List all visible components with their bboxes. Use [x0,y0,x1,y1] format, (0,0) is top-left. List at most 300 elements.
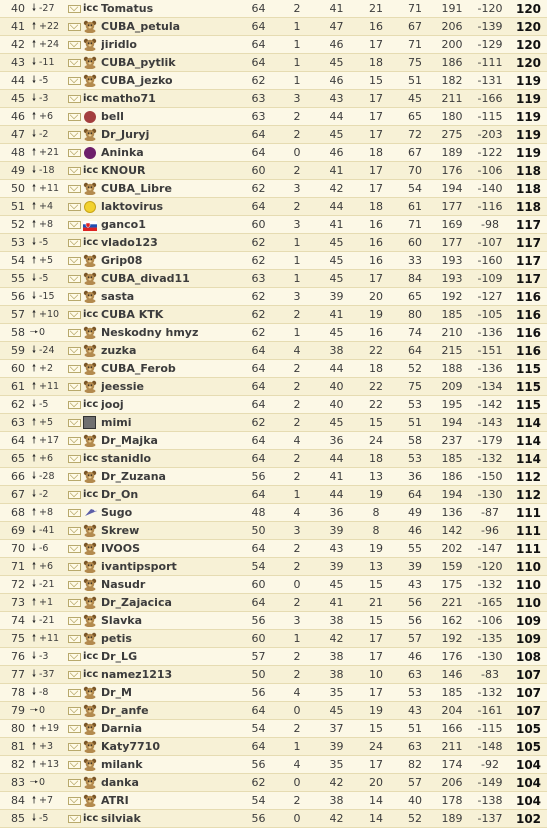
teddy-bear-avatar-icon [83,560,97,573]
table-row[interactable] [0,360,547,378]
stat-cell-7: -98 [470,216,510,234]
player-name[interactable]: ATRI [101,792,240,810]
avatar-cell [83,630,101,648]
mail-icon[interactable] [68,365,81,373]
player-name[interactable]: Grip08 [101,252,240,270]
rank-change-value: -8 [39,686,49,698]
mail-icon[interactable] [68,707,81,715]
mail-icon[interactable] [68,491,81,499]
player-name[interactable]: CUBA_pytlik [101,54,240,72]
table-row[interactable] [0,342,547,360]
player-name[interactable]: Dr_Zajacica [101,594,240,612]
table-row[interactable] [0,720,547,738]
mail-icon[interactable] [68,725,81,733]
player-name[interactable]: KNOUR [101,162,240,180]
avatar-cell [83,144,101,162]
rank-change-value: +19 [39,722,60,734]
player-name[interactable]: silviak [101,810,240,828]
teddy-bear-avatar-icon [83,182,97,195]
player-name[interactable]: Aninka [101,144,240,162]
stat-cell-4: 21 [356,0,396,18]
table-row[interactable] [0,252,547,270]
arrow-down-icon: 🠗 [31,650,37,662]
player-name[interactable]: Dr_LG [101,648,240,666]
stat-cell-3: 42 [317,180,356,198]
stat-cell-5: 67 [396,144,434,162]
mail-icon[interactable] [68,617,81,625]
stat-cell-3: 42 [317,630,356,648]
rank-change-cell [29,342,65,360]
mail-cell [65,630,83,648]
mail-icon[interactable] [68,23,81,31]
table-row[interactable] [0,234,547,252]
table-row[interactable] [0,612,547,630]
stat-cell-5: 61 [396,198,434,216]
stat-cell-3: 38 [317,666,356,684]
mail-icon[interactable] [68,671,81,679]
player-name[interactable]: Neskodny hmyz [101,324,240,342]
mail-icon[interactable] [68,563,81,571]
player-name[interactable]: jiridlo [101,36,240,54]
table-row[interactable] [0,684,547,702]
mail-icon[interactable] [68,401,81,409]
player-name[interactable]: Dr_Zuzana [101,468,240,486]
mail-cell [65,450,83,468]
stat-cell-6: 194 [434,414,470,432]
stat-cell-2: 0 [277,702,317,720]
mail-icon[interactable] [68,347,81,355]
table-row[interactable] [0,792,547,810]
stat-cell-2: 1 [277,270,317,288]
mail-cell [65,36,83,54]
stat-cell-2: 3 [277,90,317,108]
mail-icon[interactable] [68,95,81,103]
stat-cell-4: 17 [356,36,396,54]
arrow-up-icon: 🠕 [31,632,37,644]
player-name[interactable]: Dr_anfe [101,702,240,720]
mail-cell [65,198,83,216]
rank-cell: 85 [0,810,29,828]
score-cell: 116 [510,288,547,306]
mail-icon[interactable] [68,149,81,157]
table-row[interactable] [0,198,547,216]
player-name[interactable]: Dr_On [101,486,240,504]
stat-cell-1: 62 [240,252,277,270]
teddy-bear-avatar-icon [83,254,97,267]
teddy-bear-avatar-icon [83,326,97,339]
teddy-bear-avatar-icon [83,758,97,771]
avatar-cell [83,594,101,612]
mail-icon[interactable] [68,77,81,85]
teddy-bear-avatar-icon [83,704,97,717]
player-name[interactable]: Skrew [101,522,240,540]
table-row[interactable] [0,396,547,414]
mail-icon[interactable] [68,293,81,301]
table-row[interactable] [0,180,547,198]
mail-icon[interactable] [68,185,81,193]
table-row[interactable] [0,72,547,90]
player-name[interactable]: Tomatus [101,0,240,18]
stat-cell-6: 221 [434,594,470,612]
table-row[interactable] [0,648,547,666]
table-row[interactable] [0,738,547,756]
rank-cell: 69 [0,522,29,540]
avatar-cell [83,576,101,594]
rank-cell: 47 [0,126,29,144]
stat-cell-1: 64 [240,450,277,468]
mail-icon[interactable] [68,5,81,13]
stat-cell-3: 41 [317,0,356,18]
mail-icon[interactable] [68,797,81,805]
avatar-cell [83,414,101,432]
mail-icon[interactable] [68,275,81,283]
score-cell: 108 [510,648,547,666]
table-row[interactable] [0,810,547,828]
stat-cell-4: 17 [356,108,396,126]
stat-cell-1: 63 [240,270,277,288]
arrow-up-icon: 🠕 [31,560,37,572]
mail-cell [65,306,83,324]
mail-cell [65,702,83,720]
player-name[interactable]: milank [101,756,240,774]
mail-icon[interactable] [68,743,81,751]
player-name[interactable]: CUBA_petula [101,18,240,36]
stat-cell-2: 1 [277,234,317,252]
player-name[interactable]: Dr_Juryj [101,126,240,144]
table-row[interactable] [0,162,547,180]
rank-change-value: +11 [39,182,60,194]
mail-icon[interactable] [68,59,81,67]
rank-change-value: +8 [39,506,54,518]
mail-icon[interactable] [68,311,81,319]
rank-change-cell [29,90,65,108]
mail-icon[interactable] [68,815,81,823]
stat-cell-3: 41 [317,468,356,486]
stat-cell-4: 16 [356,18,396,36]
rank-change-cell [29,450,65,468]
player-name[interactable]: laktovirus [101,198,240,216]
table-row[interactable] [0,540,547,558]
table-row[interactable] [0,54,547,72]
table-row[interactable] [0,756,547,774]
mail-icon[interactable] [68,761,81,769]
stat-cell-3: 46 [317,144,356,162]
mail-cell [65,360,83,378]
avatar-cell [83,54,101,72]
stat-cell-4: 17 [356,630,396,648]
mail-icon[interactable] [68,509,81,517]
icc-icon: icc [83,92,99,104]
rank-cell: 68 [0,504,29,522]
rank-change-cell [29,756,65,774]
stat-cell-2: 1 [277,738,317,756]
player-name[interactable]: bell [101,108,240,126]
stat-cell-2: 2 [277,126,317,144]
stat-cell-2: 3 [277,612,317,630]
stat-cell-6: 215 [434,342,470,360]
mail-icon[interactable] [68,131,81,139]
stat-cell-4: 14 [356,810,396,828]
player-name[interactable]: Dr_M [101,684,240,702]
stat-cell-1: 62 [240,234,277,252]
table-row[interactable] [0,90,547,108]
stat-cell-1: 56 [240,810,277,828]
mail-cell [65,540,83,558]
player-name[interactable]: Slavka [101,612,240,630]
player-name[interactable]: ivantipsport [101,558,240,576]
score-cell: 115 [510,396,547,414]
player-name[interactable]: Dr_Majka [101,432,240,450]
table-row[interactable] [0,594,547,612]
mail-icon[interactable] [68,419,81,427]
stat-cell-4: 18 [356,144,396,162]
player-name[interactable]: matho71 [101,90,240,108]
mail-icon[interactable] [68,113,81,121]
stat-cell-5: 74 [396,324,434,342]
stat-cell-5: 56 [396,594,434,612]
table-row[interactable] [0,306,547,324]
stat-cell-1: 62 [240,774,277,792]
player-name[interactable]: CUBA_Libre [101,180,240,198]
player-name[interactable]: CUBA_Ferob [101,360,240,378]
rank-change-cell [29,504,65,522]
table-row[interactable] [0,504,547,522]
table-row[interactable] [0,666,547,684]
score-cell: 105 [510,738,547,756]
player-name[interactable]: CUBA_jezko [101,72,240,90]
rank-change-cell [29,306,65,324]
player-name[interactable]: CUBA KTK [101,306,240,324]
mail-cell [65,216,83,234]
player-name[interactable]: CUBA_divad11 [101,270,240,288]
stat-cell-1: 64 [240,198,277,216]
stat-cell-7: -107 [470,234,510,252]
stat-cell-7: -120 [470,558,510,576]
score-cell: 118 [510,180,547,198]
avatar-cell [83,792,101,810]
table-row[interactable] [0,0,547,18]
table-row[interactable] [0,126,547,144]
stat-cell-7: -111 [470,54,510,72]
player-name[interactable]: stanidlo [101,450,240,468]
stat-cell-6: 192 [434,630,470,648]
stat-cell-4: 17 [356,684,396,702]
stat-cell-5: 46 [396,522,434,540]
player-name[interactable]: ganco1 [101,216,240,234]
icc-icon: icc [83,308,99,320]
arrow-down-icon: 🠗 [31,344,37,356]
rank-change-value: +24 [39,38,60,50]
stat-cell-5: 53 [396,450,434,468]
table-row[interactable] [0,36,547,54]
mail-icon[interactable] [68,653,81,661]
mail-icon[interactable] [68,635,81,643]
arrow-up-icon: 🠕 [31,434,37,446]
table-row[interactable] [0,630,547,648]
avatar-cell [83,702,101,720]
player-name[interactable]: vlado123 [101,234,240,252]
rank-cell: 55 [0,270,29,288]
mail-icon[interactable] [68,383,81,391]
table-row[interactable] [0,414,547,432]
rank-change-cell [29,468,65,486]
stat-cell-3: 39 [317,288,356,306]
stat-cell-3: 41 [317,162,356,180]
stat-cell-4: 20 [356,288,396,306]
player-name[interactable]: Sugo [101,504,240,522]
mail-icon[interactable] [68,527,81,535]
score-cell: 104 [510,756,547,774]
stat-cell-7: -147 [470,540,510,558]
player-name[interactable]: zuzka [101,342,240,360]
player-name[interactable]: namez1213 [101,666,240,684]
stat-cell-4: 17 [356,756,396,774]
stat-cell-6: 185 [434,684,470,702]
mail-icon[interactable] [68,203,81,211]
rank-cell: 76 [0,648,29,666]
table-row[interactable] [0,288,547,306]
table-row[interactable] [0,558,547,576]
stat-cell-4: 14 [356,792,396,810]
rank-change-value: -37 [39,668,55,680]
stat-cell-7: -150 [470,468,510,486]
table-row[interactable] [0,108,547,126]
rank-change-cell [29,774,65,792]
rank-cell: 40 [0,0,29,18]
mail-icon[interactable] [68,329,81,337]
stat-cell-3: 45 [317,252,356,270]
table-row[interactable] [0,378,547,396]
table-row[interactable] [0,774,547,792]
smiley-avatar-icon [84,201,96,213]
player-name[interactable]: Darnia [101,720,240,738]
stat-cell-1: 63 [240,90,277,108]
stat-cell-5: 71 [396,0,434,18]
mail-cell [65,288,83,306]
avatar-cell [83,540,101,558]
stat-cell-7: -106 [470,612,510,630]
stat-cell-2: 0 [277,576,317,594]
mail-icon[interactable] [68,599,81,607]
stat-cell-3: 41 [317,216,356,234]
stat-cell-3: 45 [317,126,356,144]
player-name[interactable]: danka [101,774,240,792]
table-row[interactable] [0,486,547,504]
stat-cell-5: 49 [396,504,434,522]
table-row[interactable] [0,522,547,540]
table-row[interactable] [0,702,547,720]
table-row[interactable] [0,432,547,450]
mail-icon[interactable] [68,257,81,265]
player-name[interactable]: jeessie [101,378,240,396]
stat-cell-4: 15 [356,612,396,630]
stat-cell-7: -161 [470,702,510,720]
avatar-cell [83,324,101,342]
mail-icon[interactable] [68,41,81,49]
arrow-up-icon: 🠕 [31,38,37,50]
teddy-bear-avatar-icon [83,794,97,807]
stat-cell-6: 193 [434,270,470,288]
table-row[interactable] [0,324,547,342]
rank-cell: 52 [0,216,29,234]
table-row[interactable] [0,216,547,234]
rank-change-value: +1 [39,596,54,608]
stat-cell-7: -179 [470,432,510,450]
rank-change-cell [29,216,65,234]
mail-cell [65,684,83,702]
mail-icon[interactable] [68,221,81,229]
mail-icon[interactable] [68,473,81,481]
stat-cell-3: 37 [317,720,356,738]
table-row[interactable] [0,18,547,36]
stat-cell-6: 169 [434,216,470,234]
score-cell: 114 [510,450,547,468]
rank-cell: 71 [0,558,29,576]
stat-cell-4: 17 [356,90,396,108]
arrow-down-icon: 🠗 [31,470,37,482]
table-row[interactable] [0,450,547,468]
mail-icon[interactable] [68,167,81,175]
mail-icon[interactable] [68,437,81,445]
mail-icon[interactable] [68,779,81,787]
player-name[interactable]: Katy7710 [101,738,240,756]
stat-cell-3: 36 [317,432,356,450]
mail-icon[interactable] [68,581,81,589]
rank-cell: 41 [0,18,29,36]
table-row[interactable] [0,270,547,288]
stat-cell-1: 54 [240,558,277,576]
mail-icon[interactable] [68,689,81,697]
mail-icon[interactable] [68,239,81,247]
score-cell: 120 [510,54,547,72]
avatar-cell [83,684,101,702]
table-row[interactable] [0,144,547,162]
table-row[interactable] [0,468,547,486]
stat-cell-6: 194 [434,180,470,198]
stat-cell-7: -149 [470,774,510,792]
rank-change-cell [29,684,65,702]
avatar-cell [83,162,101,180]
bird-avatar-icon [83,506,98,520]
stat-cell-2: 2 [277,594,317,612]
stat-cell-6: 142 [434,522,470,540]
stat-cell-4: 18 [356,450,396,468]
rank-cell: 67 [0,486,29,504]
mail-icon[interactable] [68,545,81,553]
avatar-cell [83,108,101,126]
rank-change-value: -5 [39,74,49,86]
player-name[interactable]: sasta [101,288,240,306]
player-name[interactable]: Nasudr [101,576,240,594]
rank-cell: 54 [0,252,29,270]
table-row[interactable] [0,576,547,594]
player-name[interactable]: petis [101,630,240,648]
stat-cell-6: 206 [434,18,470,36]
arrow-down-icon: 🠗 [31,542,37,554]
icc-icon: icc [83,668,99,680]
player-name[interactable]: IVOOS [101,540,240,558]
stat-cell-2: 4 [277,756,317,774]
stat-cell-3: 42 [317,774,356,792]
rank-change-value: -21 [39,614,55,626]
stat-cell-2: 1 [277,36,317,54]
mail-icon[interactable] [68,455,81,463]
rank-change-cell [29,738,65,756]
stat-cell-6: 188 [434,360,470,378]
arrow-up-icon: 🠕 [31,200,37,212]
player-name[interactable]: mimi [101,414,240,432]
player-name[interactable]: jooj [101,396,240,414]
